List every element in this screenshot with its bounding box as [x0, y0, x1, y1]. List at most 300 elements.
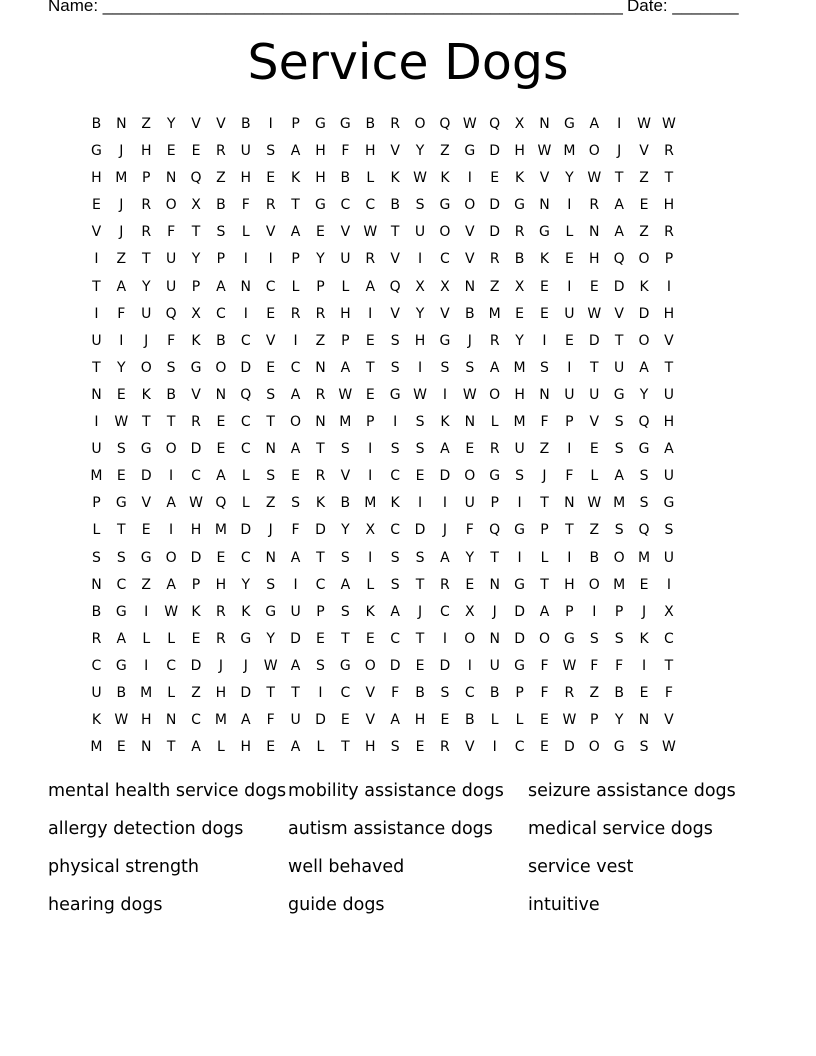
grid-letter: H	[364, 143, 376, 160]
grid-letter: N	[165, 712, 177, 729]
grid-letter: E	[216, 414, 226, 431]
grid-letter: G	[115, 657, 127, 674]
grid-letter: S	[340, 549, 350, 566]
grid-letter: C	[390, 522, 401, 539]
grid-letter: C	[365, 197, 376, 214]
grid-letter: G	[514, 657, 526, 674]
grid-letter: G	[663, 495, 675, 512]
grid-letter: A	[290, 739, 301, 756]
word-list-item: service vest	[528, 857, 634, 877]
grid-letter: H	[514, 386, 525, 403]
grid-letter: K	[390, 170, 400, 187]
grid-letter: O	[464, 197, 476, 214]
grid-letter: C	[240, 441, 251, 458]
grid-letter: I	[567, 359, 572, 376]
grid-letter: M	[140, 684, 153, 701]
grid-letter: A	[489, 359, 500, 376]
grid-letter: T	[540, 576, 549, 593]
grid-letter: U	[564, 305, 575, 322]
grid-letter: S	[614, 630, 624, 647]
grid-letter: N	[265, 441, 276, 458]
word-list-item: allergy detection dogs	[48, 819, 244, 839]
grid-letter: S	[589, 630, 599, 647]
grid-letter: T	[614, 170, 624, 187]
grid-letter: S	[116, 441, 126, 458]
grid-letter: V	[141, 495, 152, 512]
grid-letter: N	[539, 197, 550, 214]
grid-letter: C	[440, 603, 450, 620]
grid-letter: P	[565, 414, 574, 431]
grid-letter: T	[291, 197, 300, 214]
grid-letter: V	[614, 305, 624, 322]
grid-letter: S	[92, 549, 101, 566]
grid-letter: N	[165, 170, 177, 187]
word-search-grid	[84, 111, 734, 761]
grid-letter: M	[90, 468, 103, 485]
grid-row	[84, 138, 734, 165]
grid-letter: E	[564, 332, 574, 349]
grid-letter: T	[266, 414, 275, 431]
grid-letter: F	[167, 332, 176, 349]
grid-letter: T	[166, 414, 176, 431]
grid-letter: V	[365, 712, 376, 729]
grid-letter: A	[191, 739, 201, 756]
grid-letter: I	[243, 305, 248, 322]
grid-letter: Q	[240, 386, 252, 403]
grid-letter: I	[467, 170, 472, 187]
grid-letter: Z	[141, 576, 152, 593]
grid-letter: D	[240, 359, 252, 376]
grid-letter: I	[144, 657, 149, 674]
grid-letter: H	[315, 143, 326, 160]
grid-letter: A	[290, 143, 301, 160]
grid-letter: X	[365, 522, 376, 539]
grid-letter: A	[166, 495, 176, 512]
grid-letter: E	[465, 576, 475, 593]
grid-letter: C	[191, 468, 201, 485]
grid-letter: N	[489, 576, 500, 593]
grid-letter: M	[563, 143, 576, 160]
grid-letter: V	[465, 739, 475, 756]
grid-letter: A	[290, 224, 301, 241]
grid-letter: P	[664, 251, 674, 268]
grid-letter: D	[315, 522, 326, 539]
grid-letter: A	[639, 359, 649, 376]
grid-letter: H	[663, 414, 675, 431]
grid-letter: I	[517, 495, 522, 512]
grid-letter: Y	[565, 170, 574, 187]
grid-letter: R	[216, 143, 226, 160]
grid-letter: I	[567, 278, 572, 295]
grid-letter: P	[316, 603, 325, 620]
grid-letter: E	[589, 278, 599, 295]
grid-letter: K	[91, 712, 102, 729]
grid-letter: S	[639, 468, 649, 485]
grid-letter: B	[240, 116, 251, 132]
grid-letter: V	[664, 712, 674, 729]
grid-letter: F	[565, 468, 574, 485]
grid-letter: O	[588, 576, 600, 593]
grid-letter: J	[243, 657, 248, 674]
grid-letter: I	[617, 116, 622, 132]
grid-letter: C	[464, 684, 475, 701]
grid-letter: W	[462, 386, 477, 403]
grid-letter: E	[540, 739, 549, 756]
word-list-item: hearing dogs	[48, 895, 163, 915]
grid-letter: R	[365, 251, 376, 268]
grid-letter: Y	[614, 712, 624, 729]
grid-letter: P	[515, 684, 524, 701]
grid-letter: E	[266, 305, 276, 322]
grid-letter: R	[589, 197, 600, 214]
grid-letter: E	[266, 359, 276, 376]
grid-letter: R	[265, 197, 276, 214]
grid-letter: S	[340, 441, 350, 458]
grid-letter: F	[540, 414, 549, 431]
grid-letter: G	[389, 386, 401, 403]
grid-letter: A	[539, 603, 550, 620]
grid-letter: T	[117, 522, 126, 539]
grid-row	[84, 490, 734, 517]
grid-letter: U	[165, 251, 177, 268]
grid-letter: D	[315, 712, 326, 729]
grid-row	[84, 463, 734, 490]
grid-letter: B	[116, 684, 127, 701]
grid-letter: O	[439, 224, 451, 241]
grid-letter: O	[489, 386, 501, 403]
grid-letter: U	[240, 143, 251, 160]
grid-letter: G	[140, 549, 152, 566]
grid-letter: G	[439, 332, 451, 349]
grid-letter: G	[613, 739, 625, 756]
grid-letter: T	[341, 739, 350, 756]
grid-letter: A	[365, 278, 376, 295]
grid-letter: S	[166, 359, 176, 376]
grid-letter: U	[663, 386, 675, 403]
grid-letter: I	[368, 305, 373, 322]
grid-letter: I	[567, 441, 572, 458]
grid-letter: Y	[465, 549, 475, 566]
grid-letter: R	[91, 630, 102, 647]
grid-letter: B	[390, 197, 400, 214]
grid-letter: S	[465, 359, 475, 376]
grid-letter: G	[638, 441, 650, 458]
grid-letter: G	[115, 495, 127, 512]
grid-letter: V	[191, 386, 201, 403]
grid-letter: D	[240, 684, 252, 701]
grid-letter: O	[215, 359, 227, 376]
grid-letter: B	[91, 116, 102, 132]
grid-letter: O	[140, 359, 152, 376]
grid-letter: G	[140, 441, 152, 458]
grid-letter: S	[390, 332, 400, 349]
grid-letter: H	[215, 576, 227, 593]
grid-letter: V	[265, 224, 276, 241]
grid-letter: I	[417, 251, 423, 268]
grid-letter: C	[290, 359, 301, 376]
grid-letter: J	[119, 143, 124, 160]
grid-letter: H	[190, 522, 202, 539]
grid-letter: Z	[639, 224, 649, 241]
grid-letter: W	[189, 495, 203, 512]
grid-letter: B	[166, 386, 176, 403]
grid-letter: Y	[341, 522, 350, 539]
grid-letter: L	[490, 712, 499, 729]
grid-letter: I	[467, 657, 472, 674]
grid-letter: E	[415, 657, 425, 674]
grid-letter: E	[440, 712, 450, 729]
grid-row	[84, 409, 734, 436]
grid-letter: C	[340, 684, 351, 701]
grid-letter: I	[293, 332, 298, 349]
grid-letter: E	[540, 278, 549, 295]
grid-letter: X	[440, 278, 450, 295]
grid-letter: I	[542, 332, 547, 349]
grid-letter: U	[663, 468, 675, 485]
grid-row	[84, 355, 734, 382]
grid-letter: F	[465, 522, 474, 539]
grid-letter: Y	[415, 143, 425, 160]
grid-letter: F	[241, 197, 250, 214]
grid-letter: M	[115, 170, 128, 187]
grid-letter: I	[442, 386, 447, 403]
grid-letter: C	[240, 549, 251, 566]
grid-letter: E	[316, 224, 325, 241]
grid-letter: Y	[266, 630, 275, 647]
grid-letter: B	[365, 116, 376, 132]
grid-letter: X	[514, 278, 525, 295]
grid-row	[84, 165, 734, 192]
grid-letter: S	[116, 549, 126, 566]
grid-letter: N	[464, 278, 476, 295]
grid-letter: C	[116, 576, 127, 593]
grid-letter: F	[117, 305, 126, 322]
grid-letter: G	[439, 197, 451, 214]
grid-letter: F	[540, 657, 549, 674]
grid-letter: J	[417, 603, 423, 620]
grid-letter: E	[116, 739, 126, 756]
grid-letter: A	[614, 197, 624, 214]
grid-letter: N	[589, 224, 600, 241]
grid-letter: A	[614, 468, 624, 485]
grid-letter: P	[191, 576, 201, 593]
grid-letter: R	[141, 197, 152, 214]
grid-letter: T	[166, 739, 176, 756]
grid-letter: E	[166, 143, 176, 160]
grid-letter: R	[141, 224, 152, 241]
grid-letter: P	[341, 332, 350, 349]
grid-letter: L	[167, 630, 176, 647]
grid-letter: C	[390, 468, 401, 485]
grid-letter: O	[588, 739, 600, 756]
grid-row	[84, 653, 734, 680]
grid-letter: C	[390, 630, 401, 647]
grid-letter: C	[91, 657, 102, 674]
grid-letter: Z	[315, 332, 326, 349]
grid-letter: Z	[116, 251, 127, 268]
grid-letter: N	[539, 386, 550, 403]
grid-letter: E	[116, 386, 126, 403]
grid-letter: M	[90, 739, 103, 756]
grid-letter: Y	[166, 116, 176, 132]
grid-letter: R	[216, 630, 226, 647]
grid-letter: E	[415, 739, 425, 756]
grid-letter: O	[165, 441, 177, 458]
grid-letter: K	[390, 495, 400, 512]
grid-letter: P	[291, 251, 300, 268]
grid-letter: F	[615, 657, 624, 674]
grid-letter: D	[389, 657, 401, 674]
grid-letter: I	[368, 549, 373, 566]
grid-row	[84, 436, 734, 463]
word-list-row	[48, 853, 768, 891]
grid-letter: H	[240, 739, 252, 756]
word-list-item: mobility assistance dogs	[288, 781, 504, 801]
grid-letter: W	[114, 414, 129, 431]
grid-letter: N	[564, 495, 575, 512]
grid-letter: O	[414, 116, 426, 132]
word-list-item: guide dogs	[288, 895, 385, 915]
grid-letter: J	[617, 143, 622, 160]
grid-letter: B	[216, 332, 226, 349]
grid-letter: P	[92, 495, 101, 512]
grid-letter: B	[465, 305, 475, 322]
grid-letter: L	[540, 549, 549, 566]
grid-letter: T	[92, 359, 101, 376]
grid-letter: H	[663, 197, 675, 214]
grid-letter: I	[268, 251, 273, 268]
grid-letter: X	[191, 197, 201, 214]
grid-letter: E	[365, 386, 375, 403]
grid-letter: S	[515, 468, 525, 485]
grid-letter: S	[390, 549, 400, 566]
grid-letter: K	[539, 251, 550, 268]
grid-letter: N	[116, 116, 127, 132]
grid-letter: Q	[165, 305, 177, 322]
grid-letter: X	[415, 278, 425, 295]
grid-letter: D	[190, 549, 202, 566]
grid-letter: T	[365, 359, 375, 376]
grid-letter: C	[265, 278, 276, 295]
grid-letter: P	[191, 278, 201, 295]
grid-letter: M	[488, 305, 501, 322]
grid-letter: G	[514, 197, 526, 214]
grid-letter: W	[587, 305, 602, 322]
grid-letter: A	[216, 278, 226, 295]
grid-letter: L	[515, 712, 524, 729]
grid-letter: Z	[191, 684, 201, 701]
grid-letter: G	[265, 603, 277, 620]
grid-letter: X	[465, 603, 475, 620]
grid-letter: U	[165, 278, 177, 295]
grid-letter: E	[515, 305, 525, 322]
grid-letter: V	[265, 332, 276, 349]
grid-letter: A	[290, 386, 301, 403]
grid-letter: J	[442, 522, 447, 539]
grid-letter: O	[464, 630, 476, 647]
grid-letter: C	[240, 414, 251, 431]
grid-letter: K	[639, 630, 649, 647]
grid-letter: N	[315, 359, 326, 376]
grid-letter: N	[489, 630, 500, 647]
grid-letter: A	[290, 441, 301, 458]
grid-letter: D	[290, 630, 301, 647]
grid-letter: E	[540, 305, 549, 322]
grid-letter: R	[564, 684, 575, 701]
grid-letter: A	[241, 712, 251, 729]
grid-letter: O	[588, 143, 600, 160]
grid-letter: G	[339, 657, 351, 674]
grid-letter: M	[364, 495, 377, 512]
grid-letter: R	[315, 386, 326, 403]
grid-letter: T	[490, 549, 499, 566]
grid-letter: D	[613, 278, 625, 295]
grid-letter: Y	[191, 251, 201, 268]
grid-letter: V	[390, 143, 400, 160]
grid-letter: J	[119, 224, 124, 241]
grid-letter: U	[91, 332, 102, 349]
grid-letter: T	[141, 251, 151, 268]
grid-letter: I	[417, 359, 423, 376]
grid-letter: S	[639, 739, 649, 756]
grid-letter: T	[664, 657, 674, 674]
grid-letter: I	[94, 305, 99, 322]
grid-letter: H	[564, 576, 575, 593]
grid-letter: N	[464, 414, 476, 431]
grid-letter: Q	[638, 522, 650, 539]
grid-letter: S	[390, 739, 400, 756]
grid-letter: Z	[489, 278, 500, 295]
grid-letter: P	[366, 414, 375, 431]
grid-letter: G	[115, 603, 127, 620]
grid-letter: W	[662, 116, 676, 132]
grid-letter: R	[440, 576, 450, 593]
grid-letter: W	[587, 495, 602, 512]
grid-letter: G	[240, 630, 252, 647]
grid-letter: Q	[489, 116, 501, 132]
grid-letter: L	[341, 278, 350, 295]
word-list-item: well behaved	[288, 857, 405, 877]
grid-letter: L	[167, 684, 176, 701]
grid-letter: D	[140, 468, 152, 485]
grid-letter: Y	[117, 359, 126, 376]
grid-letter: H	[514, 143, 525, 160]
grid-letter: P	[614, 603, 624, 620]
grid-letter: M	[613, 576, 626, 593]
grid-letter: U	[91, 684, 102, 701]
grid-letter: D	[439, 657, 451, 674]
grid-letter: G	[464, 143, 476, 160]
grid-letter: N	[265, 549, 276, 566]
grid-letter: B	[340, 495, 351, 512]
grid-letter: R	[191, 414, 201, 431]
grid-letter: E	[365, 630, 375, 647]
grid-letter: F	[341, 143, 350, 160]
grid-letter: G	[315, 116, 326, 132]
grid-letter: W	[413, 386, 427, 403]
grid-letter: F	[391, 684, 400, 701]
grid-letter: L	[241, 495, 250, 512]
grid-letter: W	[114, 712, 129, 729]
grid-letter: W	[164, 603, 179, 620]
grid-letter: E	[340, 712, 350, 729]
grid-letter: T	[341, 630, 350, 647]
grid-letter: O	[538, 630, 550, 647]
grid-letter: B	[614, 684, 624, 701]
grid-letter: J	[467, 332, 472, 349]
grid-letter: D	[240, 522, 252, 539]
grid-letter: F	[664, 684, 673, 701]
